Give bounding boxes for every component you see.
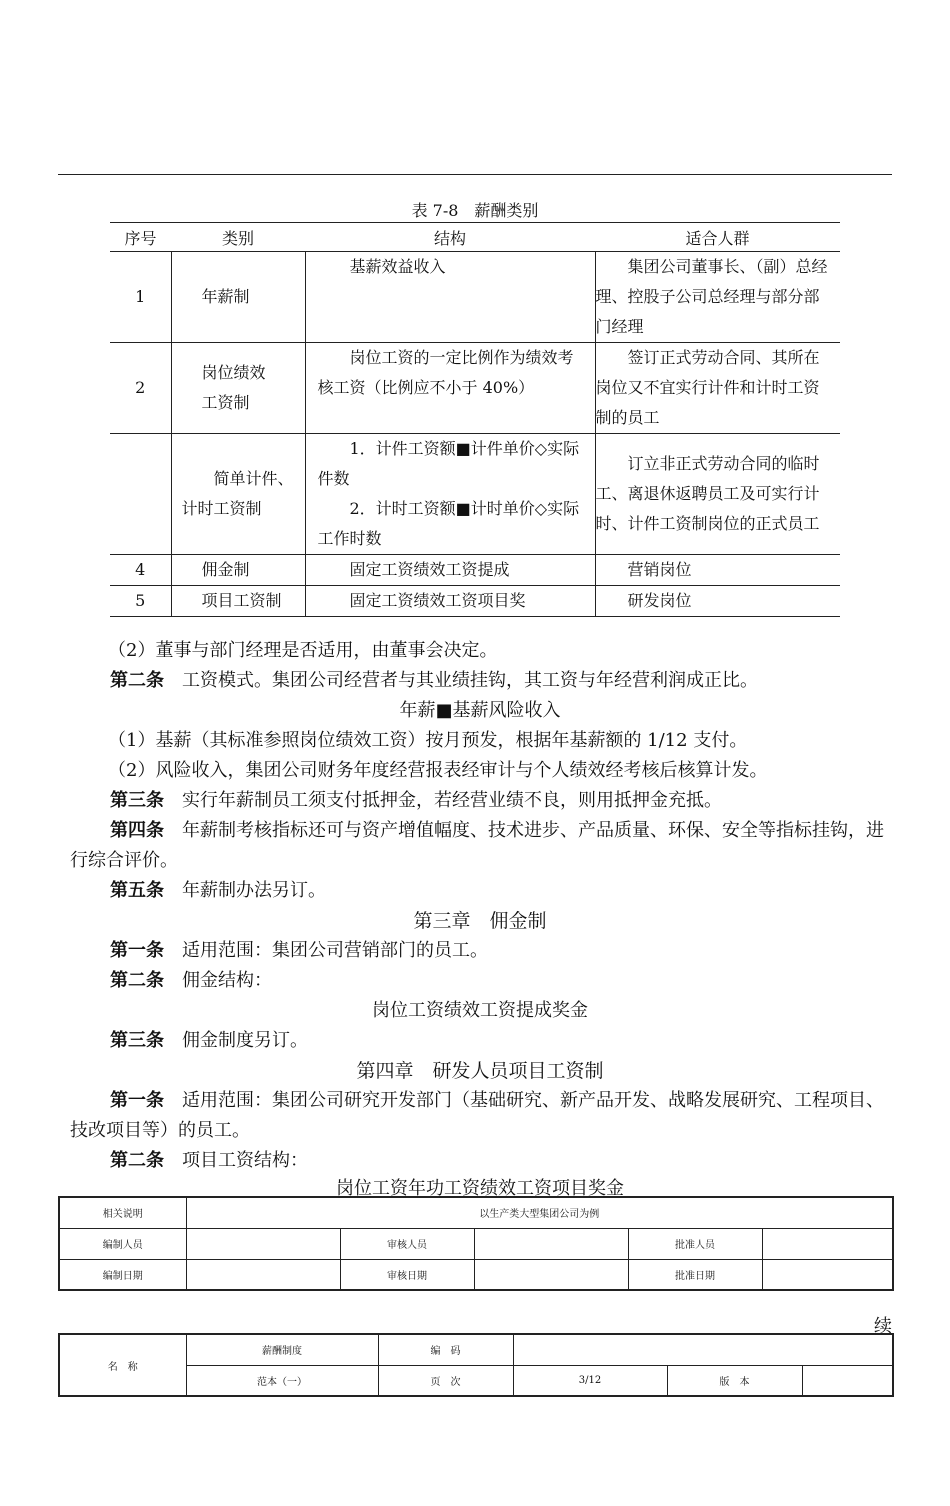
review-date-label: 审核日期 [340, 1259, 474, 1290]
continued-mark: 续 [874, 1316, 892, 1337]
col-header: 序号 [110, 223, 171, 252]
table-row [110, 252, 840, 343]
code-label: 编 码 [378, 1334, 513, 1365]
approver-label: 批准人员 [628, 1228, 762, 1259]
table-row [110, 343, 840, 434]
name-value: 薪酬制度 [186, 1334, 378, 1365]
reviewer-value [474, 1228, 628, 1259]
related-value: 以生产类大型集团公司为例 [186, 1197, 893, 1228]
col-header: 类别 [171, 223, 305, 252]
row-structure: 固定工资绩效工资项目奖 [305, 586, 595, 617]
approve-date-value [762, 1259, 893, 1290]
name-value: 范本（一） [186, 1365, 378, 1396]
related-label: 相关说明 [59, 1197, 186, 1228]
article: 第五条 年薪制办法另订。 [110, 880, 326, 901]
row-structure: 岗位工资的一定比例作为绩效考核工资（比例应不小于 40%） [305, 343, 595, 434]
row-type: 佣金制 [171, 555, 305, 586]
row-number: 1 [110, 252, 171, 343]
article: 第二条 佣金结构： [110, 970, 272, 991]
article: 第四条 年薪制考核指标还可与资产增值幅度、技术进步、产品质量、环保、安全等指标挂钩，进行综合评价。 [70, 820, 884, 871]
row-people: 营销岗位 [595, 555, 840, 586]
row-number [110, 434, 171, 555]
code-value [513, 1334, 893, 1365]
formula: 年薪■基薪风险收入 [399, 700, 561, 721]
col-header: 适合人群 [595, 223, 840, 252]
review-date-value [474, 1259, 628, 1290]
formula: 岗位工资绩效工资提成奖金 [372, 1000, 588, 1021]
approve-date-label: 批准日期 [628, 1259, 762, 1290]
table-row [110, 555, 840, 586]
article: 第一条 适用范围：集团公司营销部门的员工。 [110, 940, 488, 961]
body-text [70, 636, 890, 1202]
row-type: 项目工资制 [171, 586, 305, 617]
row-structure: 基薪效益收入 [305, 252, 595, 343]
formula: 岗位工资年功工资绩效工资项目奖金 [336, 1178, 624, 1199]
editor-label: 编制人员 [59, 1228, 186, 1259]
row-structure: 1．计件工资额■计件单价◇实际件数 2．计时工资额■计时单价◇实际工作时数 [305, 434, 595, 555]
table-caption: 表 7-8 薪酬类别 [411, 201, 539, 220]
chapter-heading: 第四章 研发人员项目工资制 [356, 1060, 604, 1082]
row-people: 研发岗位 [595, 586, 840, 617]
row-people: 签订正式劳动合同、其所在岗位又不宜实行计件和计时工资制的员工 [595, 343, 840, 434]
page-label: 页 次 [378, 1365, 513, 1396]
row-number: 4 [110, 555, 171, 586]
reviewer-label: 审核人员 [340, 1228, 474, 1259]
table-row [110, 434, 840, 555]
name-label: 名 称 [59, 1334, 186, 1396]
paragraph: （2）董事与部门经理是否适用，由董事会决定。 [108, 640, 498, 661]
col-header: 结构 [305, 223, 595, 252]
article: 第三条 实行年薪制员工须支付抵押金，若经营业绩不良，则用抵押金充抵。 [110, 790, 722, 811]
article: 第二条 工资模式。集团公司经营者与其业绩挂钩，其工资与年经营利润成正比。 [110, 670, 758, 691]
row-people: 集团公司董事长、（副）总经理、控股子公司总经理与部分部门经理 [595, 252, 840, 343]
paragraph: （1）基薪（其标准参照岗位绩效工资）按月预发，根据年基薪额的 1/12 支付。 [108, 730, 748, 751]
row-number: 2 [110, 343, 171, 434]
row-type: 岗位绩效工资制 [171, 343, 305, 434]
article: 第二条 项目工资结构： [110, 1150, 308, 1171]
edit-date-value [186, 1259, 340, 1290]
info-box [58, 1196, 894, 1291]
paragraph: （2）风险收入，集团公司财务年度经营报表经审计与个人绩效经考核后核算计发。 [108, 760, 768, 781]
top-rule [58, 174, 892, 175]
version-label: 版 本 [667, 1365, 802, 1396]
edit-date-label: 编制日期 [59, 1259, 186, 1290]
chapter-heading: 第三章 佣金制 [413, 910, 547, 932]
article: 第三条 佣金制度另订。 [110, 1030, 308, 1051]
salary-type-table [110, 222, 840, 617]
approver-value [762, 1228, 893, 1259]
row-structure: 固定工资绩效工资提成 [305, 555, 595, 586]
row-type: 简单计件、计时工资制 [171, 434, 305, 555]
version-value [802, 1365, 893, 1396]
page-value: 3/12 [513, 1365, 667, 1396]
header-box [58, 1333, 894, 1397]
editor-value [186, 1228, 340, 1259]
row-number: 5 [110, 586, 171, 617]
row-people: 订立非正式劳动合同的临时工、离退休返聘员工及可实行计时、计件工资制岗位的正式员工 [595, 434, 840, 555]
table-header-row [110, 223, 840, 252]
article: 第一条 适用范围：集团公司研究开发部门（基础研究、新产品开发、战略发展研究、工程项目、技改项目等）的员工。 [70, 1090, 884, 1141]
row-type: 年薪制 [171, 252, 305, 343]
table-row [110, 586, 840, 617]
